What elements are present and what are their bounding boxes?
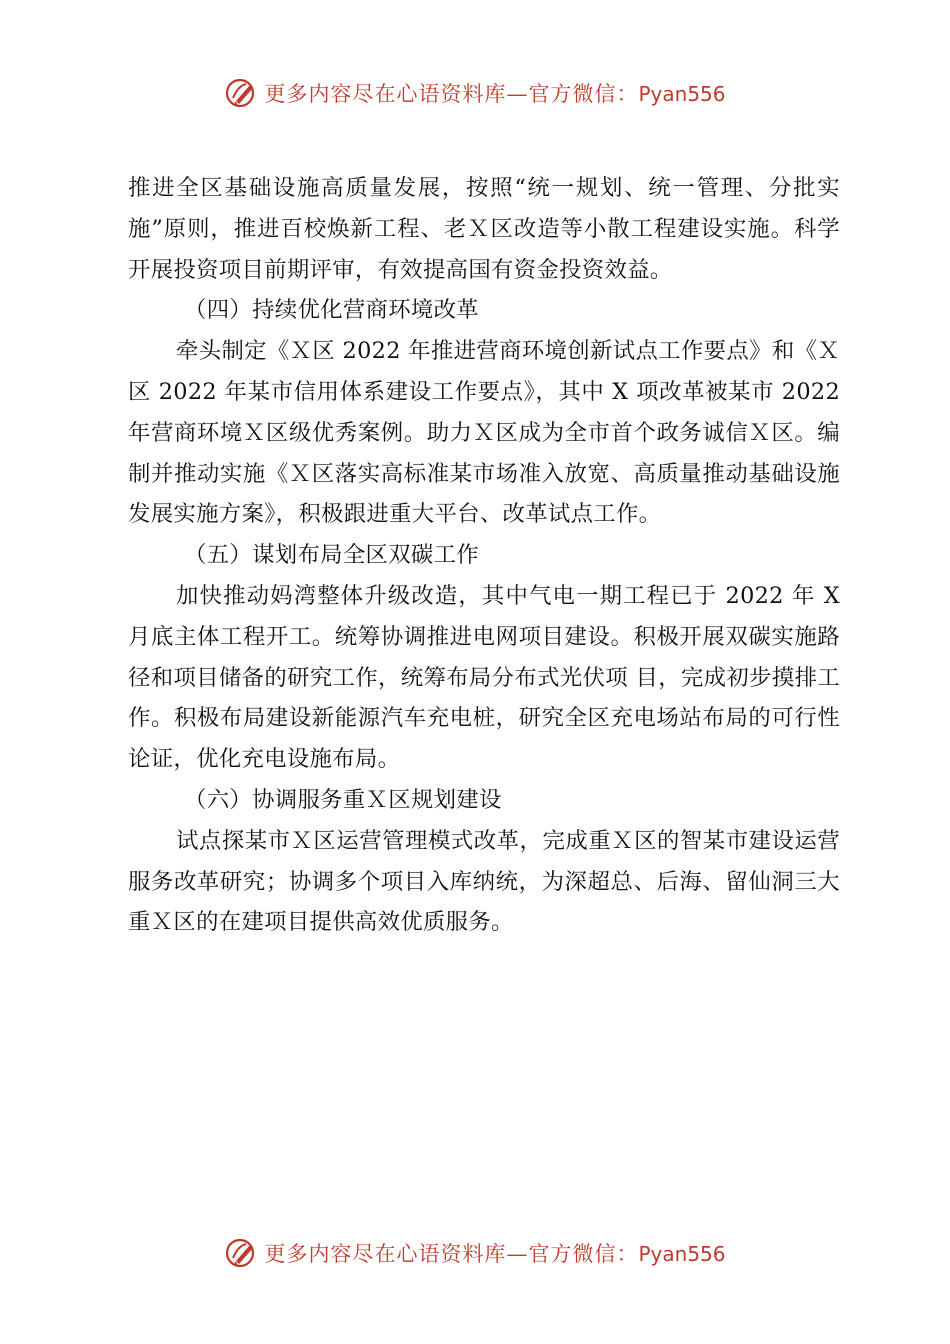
header-watermark-text: 更多内容尽在心语资料库—官方微信：Pyan556 (264, 82, 726, 106)
pen-logo-icon (224, 76, 258, 110)
paragraph-4: 试点探某市Ｘ区运营管理模式改革，完成重Ｘ区的智某市建设运营服务改革研究；协调多个项目入库纳统，为深超总、后海、留仙洞三大重Ｘ区的在建项目提供高效优质服务。 (128, 827, 840, 936)
footer-watermark (0, 1233, 950, 1273)
section-heading-6: （六）协调服务重Ｘ区规划建设 (184, 786, 502, 813)
paragraph-3: 加快推动妈湾整体升级改造，其中气电一期工程已于 2022 年 X 月底主体工程开工。统筹协调推进电网项目建设。积极开展双碳实施路径和项目储备的研究工作，统筹布局分布式光伏项 目，完成初步摸排工作。积极布局建设新能源汽车充电桩，研究全区充电场站布局的可行性论证，优化充电设施布局。 (128, 582, 840, 773)
footer-watermark-text: 更多内容尽在心语资料库—官方微信：Pyan556 (264, 1242, 726, 1266)
section-heading-5: （五）谋划布局全区双碳工作 (184, 542, 479, 569)
paragraph-2: 牵头制定《Ｘ区 2022 年推进营商环境创新试点工作要点》和《Ｘ区 2022 年某市信用体系建设工作要点》，其中 X 项改革被某市 2022 年营商环境Ｘ区级优秀案例。助力Ｘ区成为全市首个政务诚信Ｘ区。编制并推动实施《Ｘ区落实高标准某市场准入放宽、高质量推动基础设施发展实施方案》，积极跟进重大平台、改革试点工作。 (128, 338, 840, 528)
header-wechat-id: Pyan556 (638, 82, 726, 106)
document-body (128, 168, 840, 943)
header-watermark (0, 73, 950, 113)
pen-logo-icon (224, 1236, 258, 1270)
section-heading-4: （四）持续优化营商环境改革 (184, 297, 479, 324)
paragraph-1: 推进全区基础设施高质量发展，按照“统一规划、统一管理、分批实施”原则，推进百校焕新工程、老Ｘ区改造等小散工程建设实施。科学开展投资项目前期评审，有效提高国有资金投资效益。 (128, 175, 840, 283)
footer-wechat-id: Pyan556 (638, 1242, 726, 1266)
